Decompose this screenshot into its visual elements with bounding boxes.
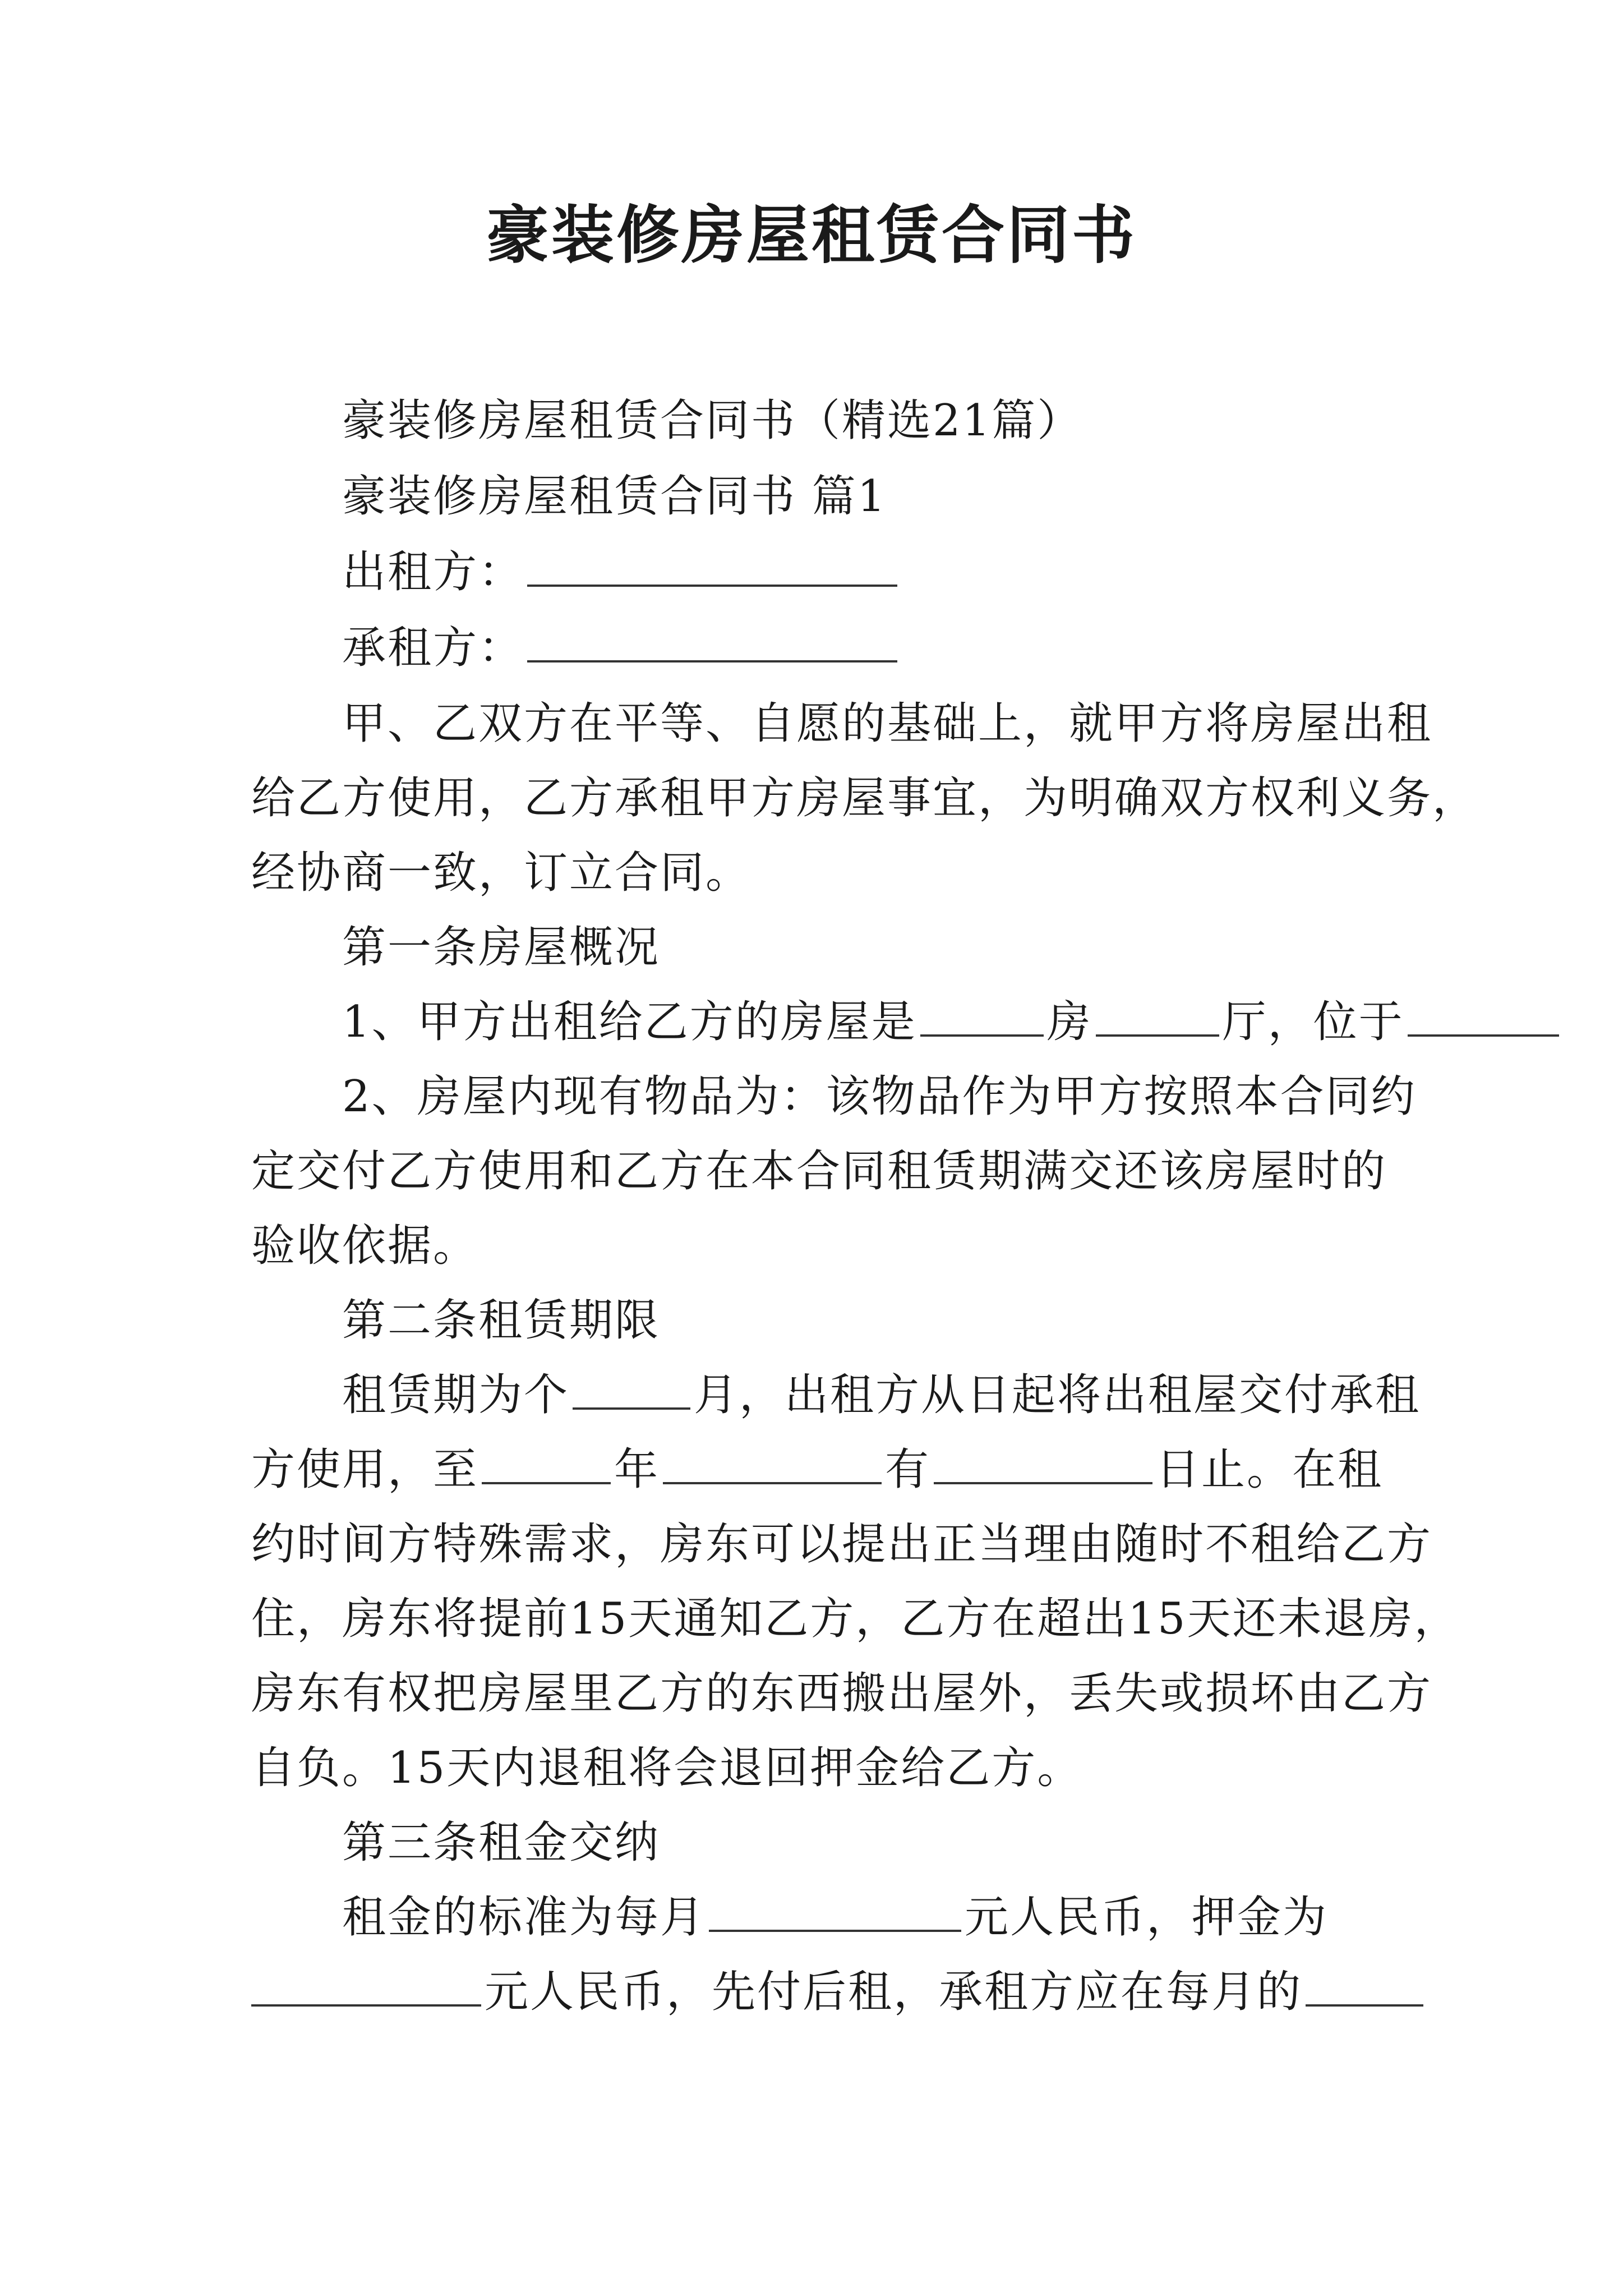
art3-line1-text-a: 租金的标准为每月	[342, 1892, 706, 1943]
art2-line2-text-a: 方使用，至	[251, 1444, 479, 1495]
section-title: 豪装修房屋租赁合同书 篇1	[342, 471, 887, 522]
location-blank	[1408, 995, 1559, 1037]
lessor-label: 出租方：	[342, 547, 524, 597]
art1-item1-text-a: 1、甲方出租给乙方的房屋是	[342, 997, 917, 1047]
rooms-blank	[920, 995, 1044, 1037]
art2-line2-text-c: 有	[885, 1444, 931, 1495]
intro-line-2: 给乙方使用，乙方承租甲方房屋事宜，为明确双方权利义务，	[251, 773, 1478, 823]
art2-line1-text-a: 租赁期为个	[342, 1370, 570, 1420]
intro-line-1: 甲、乙双方在平等、自愿的基础上，就甲方将房屋出租	[342, 698, 1433, 749]
art2-line2-text-d: 日止。在租	[1156, 1444, 1384, 1495]
art2-line2-text-b: 年	[614, 1444, 660, 1495]
art1-item1-text-b: 房	[1046, 997, 1092, 1047]
art3-line1-text-b: 元人民币，押金为	[965, 1892, 1329, 1943]
pay-day-blank	[1306, 1965, 1423, 2007]
article-1-item-2-line-1: 2、房屋内现有物品为：该物品作为甲方按照本合同约	[342, 1071, 1417, 1122]
article-3-line-1	[342, 1884, 1373, 1951]
document-title: 豪装修房屋租赁合同书	[486, 199, 1137, 272]
end-year-blank	[482, 1443, 611, 1484]
lessee-blank	[527, 621, 897, 662]
article-1-item-1	[342, 988, 1404, 1056]
halls-blank	[1096, 995, 1219, 1037]
article-2-heading: 第二条租赁期限	[342, 1295, 661, 1346]
article-2-line-1	[342, 1361, 1421, 1429]
lessee-label: 承租方：	[342, 623, 524, 673]
end-month-blank	[663, 1443, 882, 1484]
art1-item1-text-c: 厅，位于	[1222, 997, 1404, 1047]
art3-line2-text: 元人民币，先付后租，承租方应在每月的	[485, 1967, 1303, 2017]
intro-line-3: 经协商一致，订立合同。	[251, 848, 751, 898]
subtitle: 豪装修房屋租赁合同书（精选21篇）	[342, 395, 1083, 446]
article-3-line-2	[251, 1958, 1373, 2026]
article-2-line-5: 房东有权把房屋里乙方的东西搬出屋外，丢失或损坏由乙方	[251, 1668, 1433, 1719]
lessor-line	[342, 539, 1373, 606]
article-1-heading: 第一条房屋概况	[342, 922, 661, 973]
monthly-rent-blank	[709, 1890, 961, 1932]
months-blank	[573, 1368, 690, 1410]
article-2-line-4: 住，房东将提前15天通知乙方，乙方在超出15天还未退房，	[251, 1594, 1460, 1644]
art2-line1-text-b: 月，出租方从日起将出租屋交付承租	[694, 1370, 1421, 1420]
lessee-line	[342, 614, 1373, 682]
article-1-item-2-line-2: 定交付乙方使用和乙方在本合同租赁期满交还该房屋时的	[251, 1146, 1387, 1197]
end-day-blank	[934, 1443, 1152, 1484]
article-2-line-3: 约时间方特殊需求，房东可以提出正当理由随时不租给乙方	[251, 1519, 1433, 1570]
lessor-blank	[527, 545, 897, 587]
article-1-item-2-line-3: 验收依据。	[251, 1221, 479, 1271]
article-3-heading: 第三条租金交纳	[342, 1818, 661, 1868]
article-2-line-6: 自负。15天内退租将会退回押金给乙方。	[251, 1743, 1083, 1793]
article-2-line-2	[251, 1436, 1384, 1503]
deposit-blank	[251, 1965, 481, 2007]
